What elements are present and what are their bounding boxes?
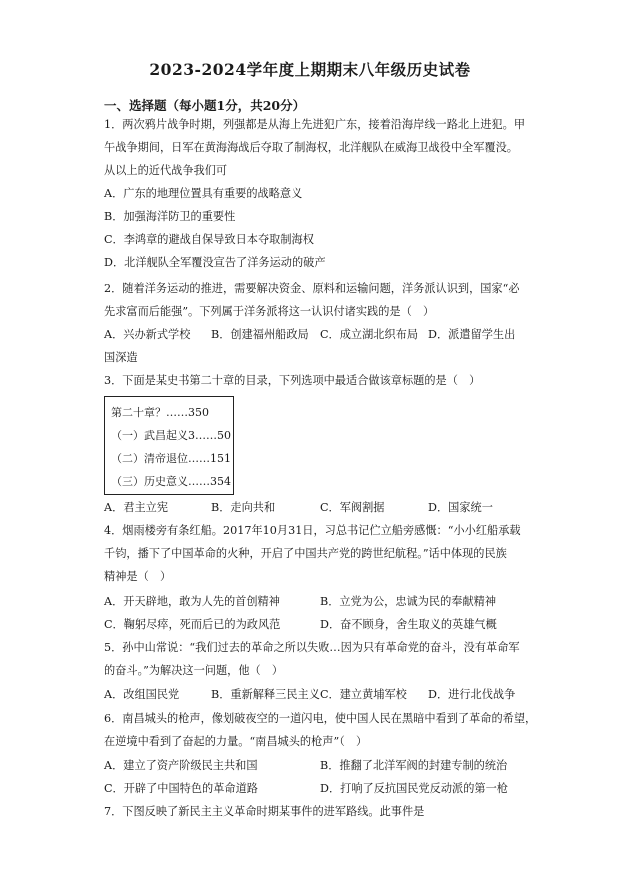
toc-item-2: （二）清帝退位……151 [111,452,231,465]
q6-stem-line-1: 6．南昌城头的枪声，像划破夜空的一道闪电，使中国人民在黑暗中看到了革命的希望， [104,712,537,725]
exam-title: 2023-2024学年度上期期末八年级历史试卷 [149,60,471,79]
q3-stem-line-1: 3．下面是某史书第二十章的目录，下列选项中最适合做该章标题的是（ ） [104,374,481,387]
q2-option-c[interactable]: C．成立湖北织布局 [320,328,419,341]
q3-option-b[interactable]: B．走向共和 [211,501,276,514]
q4-stem-line-3: 精神是（ ） [104,570,172,583]
q4-stem-line-1: 4．烟雨楼旁有条红船。2017年10月31日，习总书记伫立船旁感慨：“小小红船承载 [104,524,521,537]
q1-stem-line-3: 从以上的近代战争我们可 [104,164,228,177]
q4-option-c[interactable]: C．鞠躬尽瘁，死而后已的为政风范 [104,618,281,631]
section-heading: 一、选择题（每小题1分，共20分） [104,98,306,113]
q3-option-c[interactable]: C．军阀割据 [320,501,385,514]
q5-option-a[interactable]: A．改组国民党 [104,688,180,701]
q2-option-a[interactable]: A．兴办新式学校 [104,328,191,341]
q1-option-c[interactable]: C．李鸿章的避战自保导致日本夺取制海权 [104,233,314,246]
q4-option-d[interactable]: D．奋不顾身，舍生取义的英雄气概 [320,618,497,631]
q6-option-b[interactable]: B．推翻了北洋军阀的封建专制的统治 [320,759,508,772]
q5-option-c[interactable]: C．建立黄埔军校 [320,688,407,701]
q5-stem-line-2: 的奋斗。”为解决这一问题，他（ ） [104,664,284,677]
q3-option-a[interactable]: A．君主立宪 [104,501,169,514]
q1-option-b[interactable]: B．加强海洋防卫的重要性 [104,210,236,223]
q5-option-d[interactable]: D．进行北伐战争 [428,688,516,701]
toc-item-3: （三）历史意义……354 [111,475,231,488]
q4-stem-line-2: 千钧，播下了中国革命的火种，开启了中国共产党的跨世纪航程。”话中体现的民族 [104,547,507,560]
q1-stem-line-1: 1．两次鸦片战争时期，列强都是从海上先进犯广东，接着沿海岸线一路北上进犯。甲 [104,118,526,131]
q1-stem-line-2: 午战争期间，日军在黄海海战后夺取了制海权，北洋舰队在威海卫战役中全军覆没。 [104,141,518,154]
q6-option-d[interactable]: D．打响了反抗国民党反动派的第一枪 [320,782,508,795]
q2-stem-line-1: 2．随着洋务运动的推进，需要解决资金、原料和运输问题，洋务派认识到，国家“必 [104,282,520,295]
q6-option-c[interactable]: C．开辟了中国特色的革命道路 [104,782,258,795]
q2-option-d[interactable]: D．派遣留学生出 [428,328,516,341]
q5-option-b[interactable]: B．重新解释三民主义 [211,688,320,701]
toc-item-1: （一）武昌起义3……50 [111,429,231,442]
toc-chapter-title: 第二十章？……350 [111,406,209,419]
chapter-toc-box [104,396,234,495]
q6-stem-line-2: 在逆境中看到了奋起的力量。“南昌城头的枪声”（ ） [104,735,368,748]
q4-option-b[interactable]: B．立党为公，忠诚为民的奉献精神 [320,595,497,608]
q1-option-a[interactable]: A．广东的地理位置具有重要的战略意义 [104,187,303,200]
q2-option-d-continued: 国深造 [104,351,138,364]
q1-option-d[interactable]: D．北洋舰队全军覆没宣告了洋务运动的破产 [104,256,326,269]
q2-stem-line-2: 先求富而后能强”。下列属于洋务派将这一认识付诸实践的是（ ） [104,305,435,318]
q7-stem-line-1: 7．下图反映了新民主主义革命时期某事件的进军路线。此事件是 [104,805,425,818]
q5-stem-line-1: 5．孙中山常说：“我们过去的革命之所以失败…因为只有革命党的奋斗，没有革命军 [104,641,520,654]
q3-option-d[interactable]: D．国家统一 [428,501,493,514]
q2-option-b[interactable]: B．创建福州船政局 [211,328,309,341]
q4-option-a[interactable]: A．开天辟地，敢为人先的首创精神 [104,595,280,608]
q6-option-a[interactable]: A．建立了资产阶级民主共和国 [104,759,258,772]
